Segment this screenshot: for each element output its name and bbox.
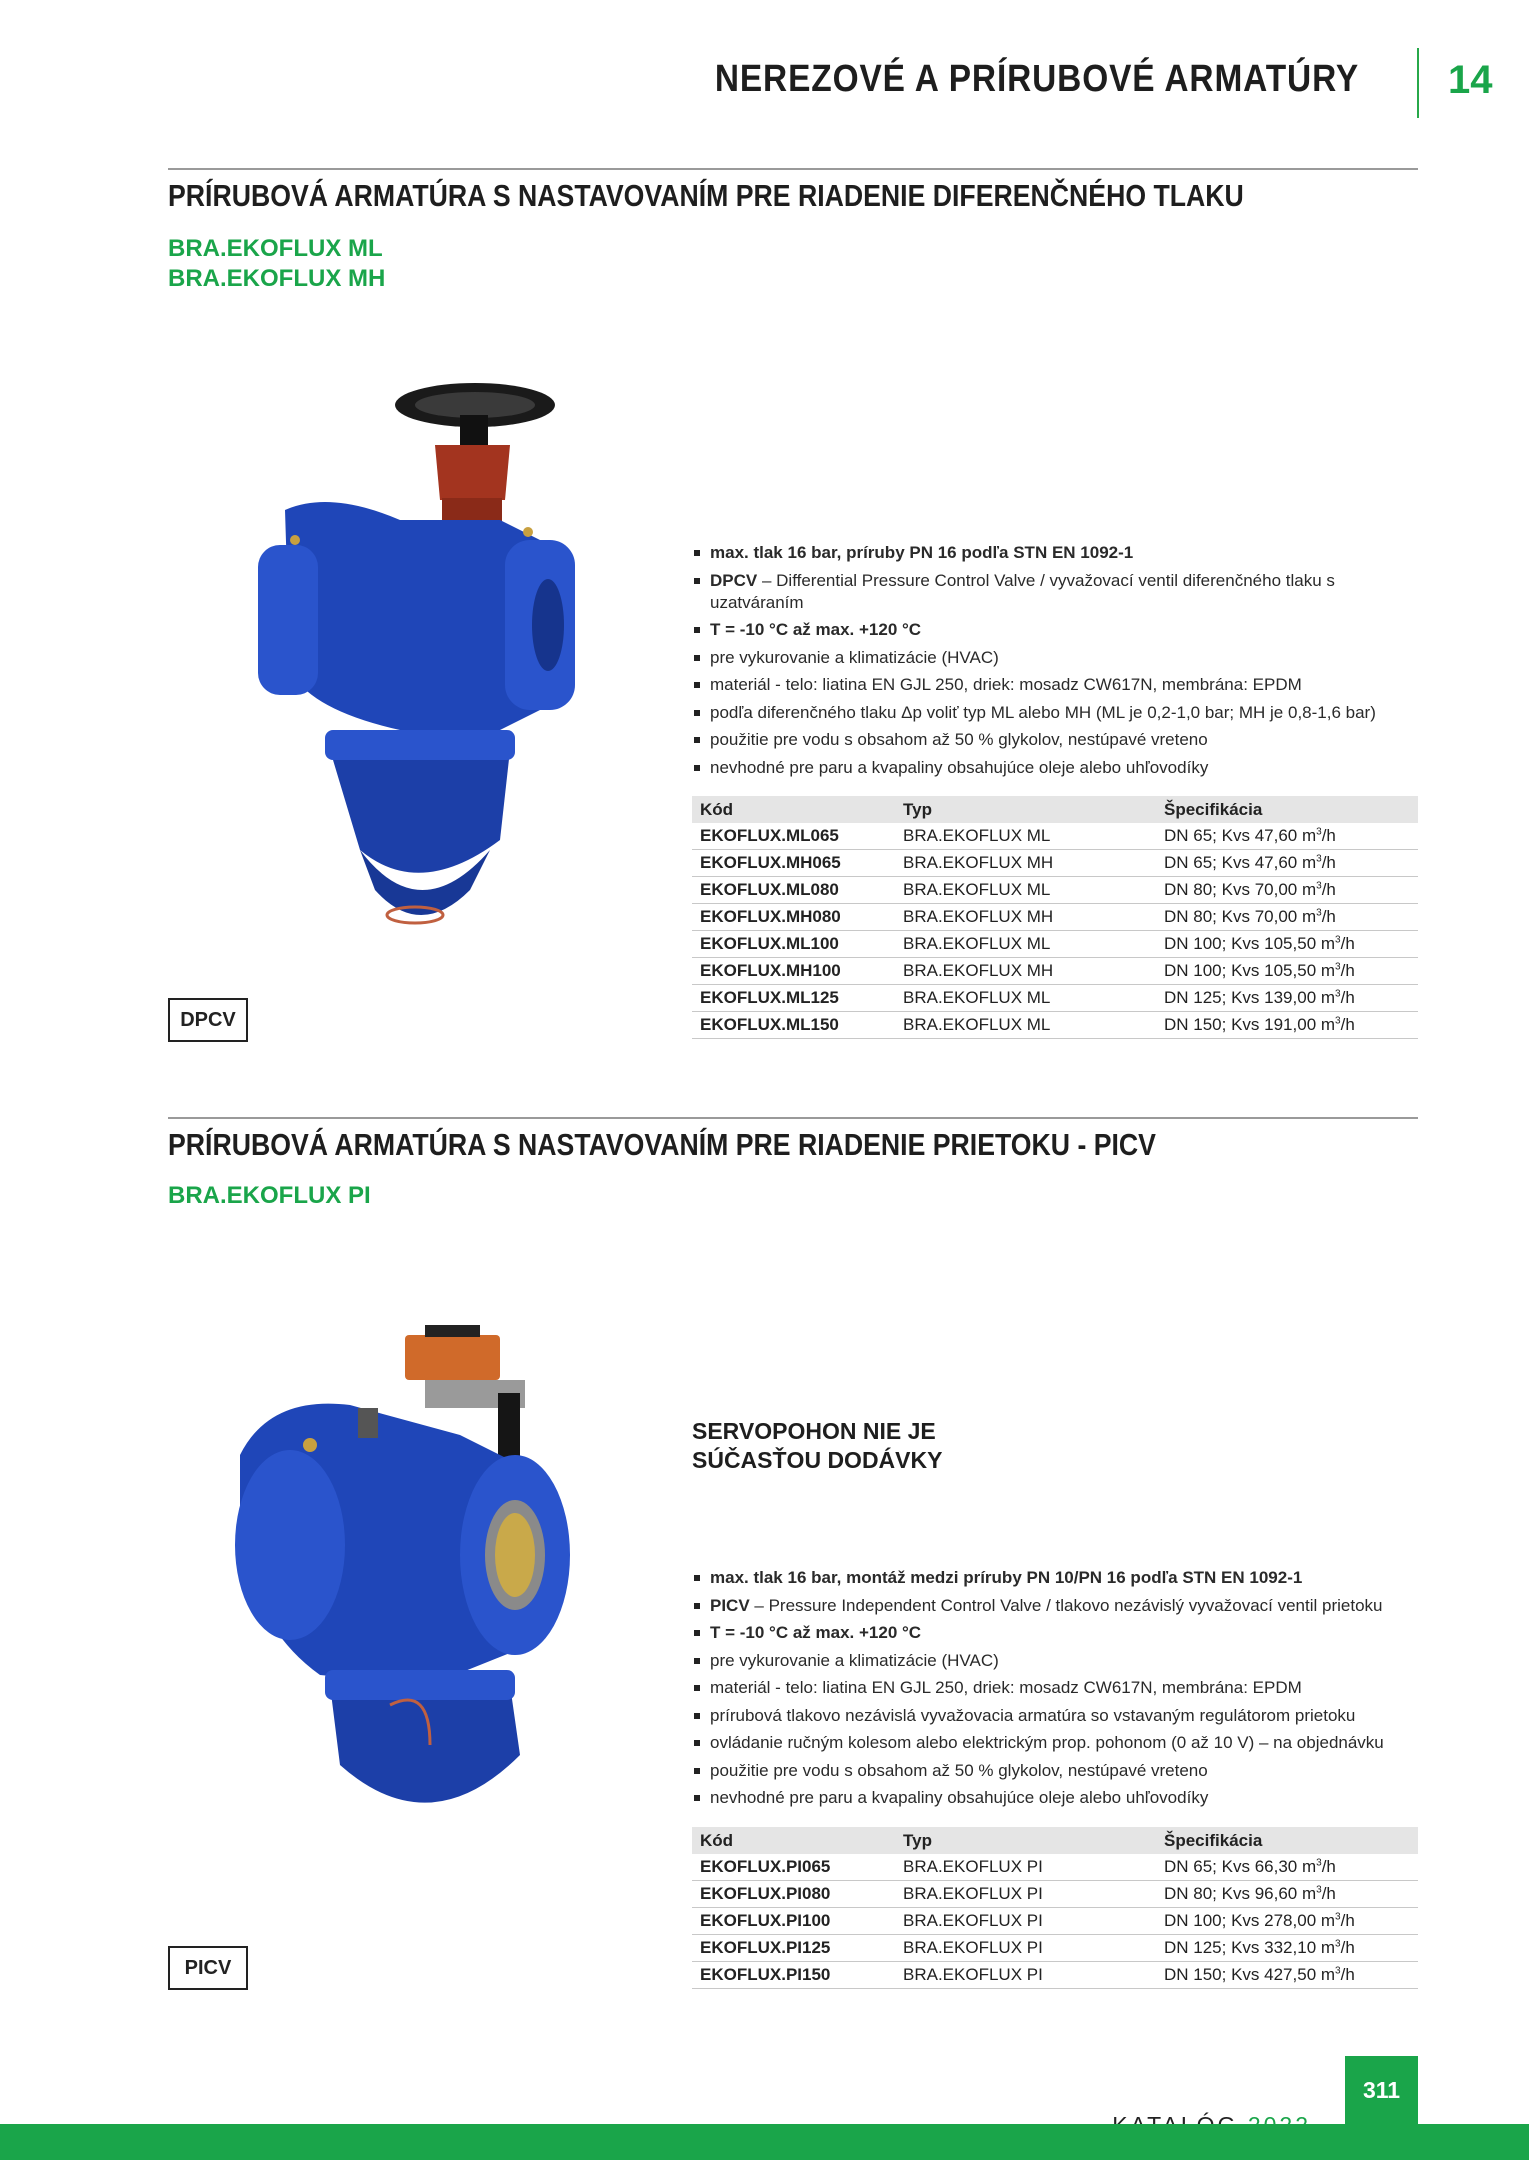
chapter-number: 14 [1448,58,1493,102]
type-label: DPCV [168,998,248,1042]
column-header: Typ [895,1827,1156,1854]
actuator [405,1335,500,1380]
table-row: EKOFLUX.ML125 BRA.EKOFLUX ML DN 125; Kvs 139,00 $m^3/h$ [692,985,1418,1012]
feature-item: použitie pre vodu s obsahom až 50 % glykolov, nestúpavé vreteno [692,729,1432,751]
feature-item: max. tlak 16 bar, príruby PN 16 podľa STN EN 1092-1 [692,542,1432,564]
chapter-title: NEREZOVÉ A PRÍRUBOVÉ ARMATÚRY [714,58,1359,100]
column-header: Špecifikácia [1156,796,1418,823]
section-divider [168,1117,1418,1119]
header-divider [1417,48,1419,118]
left-flange [258,545,318,695]
feature-item: T = -10 °C až max. +120 °C [692,1622,1432,1644]
product-subtitle: BRA.EKOFLUX ML [168,235,383,262]
diaphragm-housing [330,750,510,873]
feature-item: pre vykurovanie a klimatizácie (HVAC) [692,1650,1432,1672]
column-header: Špecifikácia [1156,1827,1418,1854]
feature-item: ovládanie ručným kolesom alebo elektrickým prop. pohonom (0 až 10 V) – na objednávku [692,1732,1432,1754]
column-header: Kód [692,1827,895,1854]
feature-item: materiál - telo: liatina EN GJL 250, driek: mosadz CW617N, membrána: EPDM [692,1677,1432,1699]
feature-item: materiál - telo: liatina EN GJL 250, driek: mosadz CW617N, membrána: EPDM [692,674,1432,696]
feature-item: použitie pre vodu s obsahom až 50 % glykolov, nestúpavé vreteno [692,1760,1432,1782]
table-row: EKOFLUX.ML100 BRA.EKOFLUX ML DN 100; Kvs 105,50 $m^3/h$ [692,931,1418,958]
actuator-note-line: SERVOPOHON NIE JE [692,1418,936,1444]
feature-list [692,1567,1432,1815]
bonnet [435,445,510,500]
column-header: Kód [692,796,895,823]
spec-table [692,796,1418,1039]
feature-item: T = -10 °C až max. +120 °C [692,619,1432,641]
table-header-row [692,796,1418,823]
table-row: EKOFLUX.PI100 BRA.EKOFLUX PI DN 100; Kvs 278,00 $m^3/h$ [692,1908,1418,1935]
footer-bar [0,2124,1529,2160]
product-subtitle: BRA.EKOFLUX MH [168,265,386,292]
section-title: PRÍRUBOVÁ ARMATÚRA S NASTAVOVANÍM PRE RIADENIE PRIETOKU - PICV [168,1127,1156,1162]
actuator-note-line: SÚČASŤOU DODÁVKY [692,1447,943,1473]
feature-item: nevhodné pre paru a kvapaliny obsahujúce oleje alebo uhľovodíky [692,757,1432,779]
left-flange [235,1450,345,1640]
table-row: EKOFLUX.MH100 BRA.EKOFLUX MH DN 100; Kvs 105,50 $m^3/h$ [692,958,1418,985]
table-row: EKOFLUX.PI065 BRA.EKOFLUX PI DN 65; Kvs 66,30 $m^3/h$ [692,1854,1418,1881]
feature-item: podľa diferenčného tlaku Δp voliť typ ML alebo MH (ML je 0,2-1,0 bar; MH je 0,8-1,6 bar) [692,702,1432,724]
dpcv-valve-image [250,370,580,940]
control-housing [330,1685,520,1803]
table-row: EKOFLUX.ML150 BRA.EKOFLUX ML DN 150; Kvs 191,00 $m^3/h$ [692,1012,1418,1039]
table-header-row [692,1827,1418,1854]
section-title: PRÍRUBOVÁ ARMATÚRA S NASTAVOVANÍM PRE RIADENIE DIFERENČNÉHO TLAKU [168,178,1244,213]
picv-valve-image [230,1325,600,1845]
feature-item: DPCV – Differential Pressure Control Valve / vyvažovací ventil diferenčného tlaku s uzatváraním [692,570,1432,614]
actuator-note [692,1417,942,1475]
table-row: EKOFLUX.MH080 BRA.EKOFLUX MH DN 80; Kvs 70,00 $m^3/h$ [692,904,1418,931]
feature-item: nevhodné pre paru a kvapaliny obsahujúce oleje alebo uhľovodíky [692,1787,1432,1809]
product-subtitle: BRA.EKOFLUX PI [168,1182,371,1209]
table-row: EKOFLUX.ML065 BRA.EKOFLUX ML DN 65; Kvs 47,60 $m^3/h$ [692,823,1418,850]
feature-item: prírubová tlakovo nezávislá vyvažovacia armatúra so vstavaným regulátorom prietoku [692,1705,1432,1727]
spec-table [692,1827,1418,1989]
table-row: EKOFLUX.PI125 BRA.EKOFLUX PI DN 125; Kvs 332,10 $m^3/h$ [692,1935,1418,1962]
page-number: 311 [1345,2056,1418,2124]
table-row: EKOFLUX.PI080 BRA.EKOFLUX PI DN 80; Kvs 96,60 $m^3/h$ [692,1881,1418,1908]
table-row: EKOFLUX.ML080 BRA.EKOFLUX ML DN 80; Kvs 70,00 $m^3/h$ [692,877,1418,904]
column-header: Typ [895,796,1156,823]
table-row: EKOFLUX.PI150 BRA.EKOFLUX PI DN 150; Kvs 427,50 $m^3/h$ [692,1962,1418,1989]
type-label: PICV [168,1946,248,1990]
table-row: EKOFLUX.MH065 BRA.EKOFLUX MH DN 65; Kvs 47,60 $m^3/h$ [692,850,1418,877]
feature-item: max. tlak 16 bar, montáž medzi príruby PN 10/PN 16 podľa STN EN 1092-1 [692,1567,1432,1589]
feature-item: PICV – Pressure Independent Control Valve / tlakovo nezávislý vyvažovací ventil prietoku [692,1595,1432,1617]
feature-item: pre vykurovanie a klimatizácie (HVAC) [692,647,1432,669]
feature-list [692,542,1432,784]
section-divider [168,168,1418,170]
